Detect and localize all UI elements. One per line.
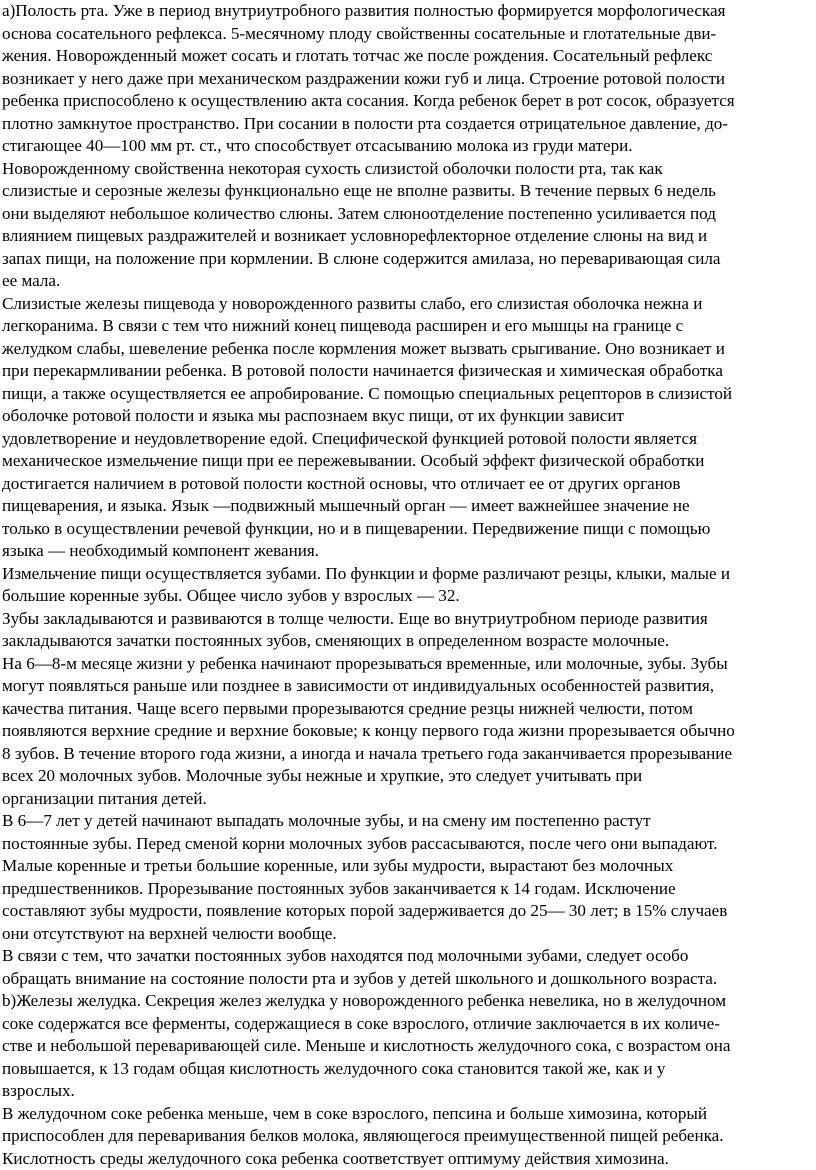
text-line: появляются верхние средние и верхние боковые; к концу первого года жизни прорезывается обычно [2,720,812,743]
text-line: На 6—8-м месяце жизни у ребенка начинают прорезываться временные, или молочные, зубы. Зубы [2,653,812,676]
text-line: приспособлен для переваривания белков молока, являющегося преимущественной пищей ребенка. [2,1125,812,1148]
text-line: запах пищи, на положение при кормлении. В слюне содержится амилаза, но переваривающая сила [2,248,812,271]
text-line: влиянием пищевых раздражителей и возникает условнорефлекторное отделение слюны на вид и [2,225,812,248]
text-line: соке содержатся все ферменты, содержащиеся в соке взрослого, отличие заключается в их количе- [2,1013,812,1036]
text-line: качества питания. Чаще всего первыми прорезываются средние резцы нижней челюсти, потом [2,698,812,721]
text-line: постоянные зубы. Перед сменой корни молочных зубов рассасываются, после чего они выпадают. [2,833,812,856]
text-line: желудком слабы, шевеление ребенка после кормления может вызвать срыгивание. Оно возникает и [2,338,812,361]
text-line: плотно замкнутое пространство. При сосании в полости рта создается отрицательное давление, до- [2,113,812,136]
text-line: механическое измельчение пищи при ее пережевывании. Особый эффект физической обработки [2,450,812,473]
text-line: предшественников. Прорезывание постоянных зубов заканчивается к 14 годам. Исключение [2,878,812,901]
text-line: взрослых. [2,1080,812,1103]
text-line: обращать внимание на состояние полости рта и зубов у детей школьного и дошкольного возраста. [2,968,812,991]
text-line: В желудочном соке ребенка меньше, чем в соке взрослого, пепсина и больше химозина, который [2,1103,812,1126]
text-line: Зубы закладываются и развиваются в толще челюсти. Еще во внутриутробном периоде развития [2,608,812,631]
text-line: Слизистые железы пищевода у новорожденного развиты слабо, его слизистая оболочка нежна и [2,293,812,316]
text-line: оболочке ротовой полости и языка мы распознаем вкус пищи, от их функции зависит [2,405,812,428]
text-line: они выделяют небольшое количество слюны. Затем слюноотделение постепенно усиливается под [2,203,812,226]
text-line: повышается, к 13 годам общая кислотность желудочного сока становится такой же, как и у [2,1058,812,1081]
text-line: b)Железы желудка. Секреция желез желудка у новорожденного ребенка невелика, но в желудочном [2,990,812,1013]
text-line: легкоранима. В связи с тем что нижний конец пищевода расширен и его мышцы на границе с [2,315,812,338]
text-line: основа сосательного рефлекса. 5-месячному плоду свойственны сосательные и глотательные дви- [2,23,812,46]
text-line: пищи, а также осуществляется ее апробирование. С помощью специальных рецепторов в слизистой [2,383,812,406]
text-line: ее мала. [2,270,812,293]
text-line: закладываются зачатки постоянных зубов, сменяющих в определенном возрасте молочные. [2,630,812,653]
text-line: Новорожденному свойственна некоторая сухость слизистой оболочки полости рта, так как [2,158,812,181]
text-line: стигающее 40—100 мм рт. ст., что способствует отсасыванию молока из груди матери. [2,135,812,158]
text-line: большие коренные зубы. Общее число зубов у взрослых — 32. [2,585,812,608]
text-line: а)Полость рта. Уже в период внутриутробного развития полностью формируется морфологическая [2,0,812,23]
document-text [2,0,812,1170]
text-line: слизистые и серозные железы функционально еще не вполне развиты. В течение первых 6 недель [2,180,812,203]
text-line: всех 20 молочных зубов. Молочные зубы нежные и хрупкие, это следует учитывать при [2,765,812,788]
text-line: Кислотность среды желудочного сока ребенка соответствует оптимуму действия химозина. [2,1148,812,1170]
text-line: составляют зубы мудрости, появление которых порой задерживается до 25— 30 лет; в 15% случаев [2,900,812,923]
text-line: В 6—7 лет у детей начинают выпадать молочные зубы, и на смену им постепенно растут [2,810,812,833]
text-line: 8 зубов. В течение второго года жизни, а иногда и начала третьего года заканчивается прорезывание [2,743,812,766]
text-line: языка — необходимый компонент жевания. [2,540,812,563]
text-line: удовлетворение и неудовлетворение едой. Специфической функцией ротовой полости является [2,428,812,451]
text-line: при перекармливании ребенка. В ротовой полости начинается физическая и химическая обработка [2,360,812,383]
text-line: жения. Новорожденный может сосать и глотать тотчас же после рождения. Сосательный рефлекс [2,45,812,68]
text-line: пищеварения, и языка. Язык —подвижный мышечный орган — имеет важнейшее значение не [2,495,812,518]
text-line: только в осуществлении речевой функции, но и в пищеварении. Передвижение пищи с помощью [2,518,812,541]
text-line: стве и небольшой переваривающей силе. Меньше и кислотность желудочного сока, с возрастом она [2,1035,812,1058]
text-line: Измельчение пищи осуществляется зубами. По функции и форме различают резцы, клыки, малые и [2,563,812,586]
text-line: возникает у него даже при механическом раздражении кожи губ и лица. Строение ротовой полости [2,68,812,91]
text-line: достигается наличием в ротовой полости костной основы, что отличает ее от других органов [2,473,812,496]
text-line: Малые коренные и третьи большие коренные, или зубы мудрости, вырастают без молочных [2,855,812,878]
text-line: организации питания детей. [2,788,812,811]
text-line: могут появляться раньше или позднее в зависимости от индивидуальных особенностей развития, [2,675,812,698]
text-line: В связи с тем, что зачатки постоянных зубов находятся под молочными зубами, следует особо [2,945,812,968]
text-line: они отсутствуют на верхней челюсти вообще. [2,923,812,946]
text-line: ребенка приспособлено к осуществлению акта сосания. Когда ребенок берет в рот сосок, образуется [2,90,812,113]
